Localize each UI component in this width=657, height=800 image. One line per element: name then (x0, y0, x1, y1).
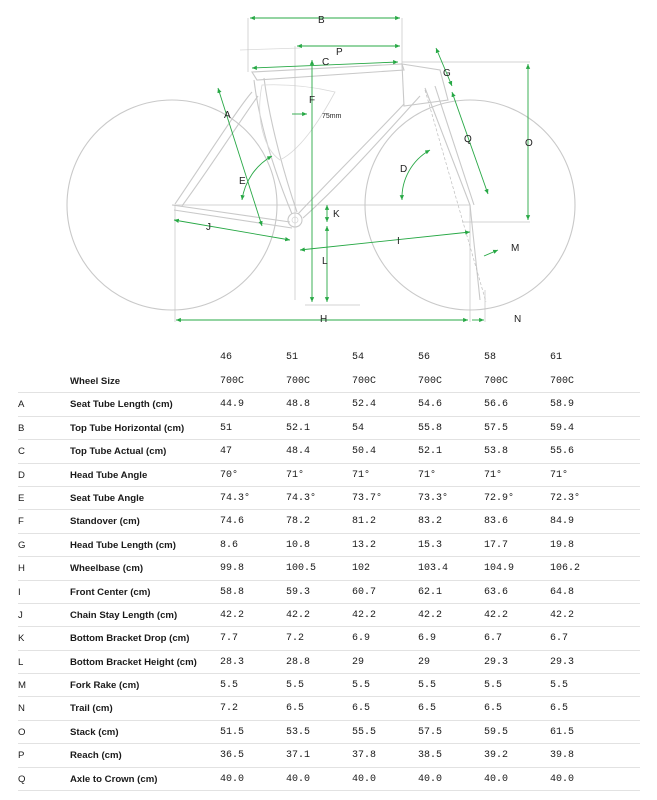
table-cell: 50.4 (352, 446, 377, 458)
table-cell: 59.4 (550, 422, 575, 434)
table-cell: 57.5 (418, 726, 443, 738)
table-cell: 5.5 (286, 680, 305, 692)
table-cell: 56.6 (484, 399, 509, 411)
row-code: D (18, 469, 25, 481)
label-c: C (322, 57, 330, 68)
table-cell: 52.1 (286, 422, 311, 434)
table-cell: 700C (418, 376, 443, 387)
table-cell: 6.5 (352, 703, 371, 715)
table-cell: 5.5 (418, 680, 437, 692)
table-cell: 72.3° (550, 492, 581, 504)
table-cell: 102 (352, 563, 371, 575)
table-cell: 7.7 (220, 633, 239, 645)
row-name: Chain Stay Length (cm) (70, 609, 178, 621)
table-cell: 42.2 (550, 609, 575, 621)
table-cell: 59.5 (484, 726, 509, 738)
table-cell: 78.2 (286, 516, 311, 528)
table-cell: 28.8 (286, 656, 311, 668)
table-cell: 72.9° (484, 492, 515, 504)
label-b: B (318, 15, 325, 26)
table-row (18, 440, 640, 463)
table-cell: 55.8 (418, 422, 443, 434)
table-cell: 40.0 (418, 773, 443, 785)
table-row (18, 581, 640, 604)
table-cell: 83.2 (418, 516, 443, 528)
label-q: Q (464, 134, 472, 145)
table-cell: 63.6 (484, 586, 509, 598)
table-header-row (18, 346, 640, 370)
row-name: Axle to Crown (cm) (70, 773, 158, 785)
table-cell: 6.9 (418, 633, 437, 645)
table-cell: 700C (352, 376, 377, 387)
table-row (18, 744, 640, 767)
table-cell: 42.2 (484, 609, 509, 621)
row-code: B (18, 422, 25, 434)
label-o: O (525, 138, 533, 149)
table-cell: 51 (220, 422, 233, 434)
table-cell: 39.8 (550, 750, 575, 762)
table-cell: 10.8 (286, 539, 311, 551)
table-cell: 104.9 (484, 563, 515, 575)
table-cell: 40.0 (484, 773, 509, 785)
table-cell: 74.3° (286, 492, 317, 504)
table-cell: 7.2 (220, 703, 239, 715)
table-cell: 37.8 (352, 750, 377, 762)
table-cell: 36.5 (220, 750, 245, 762)
size-header: 51 (286, 352, 299, 363)
table-cell: 700C (550, 376, 575, 387)
table-cell: 52.1 (418, 446, 443, 458)
table-cell: 42.2 (220, 609, 245, 621)
row-name: Bottom Bracket Height (cm) (70, 656, 197, 668)
table-row (18, 721, 640, 744)
table-cell: 106.2 (550, 563, 581, 575)
table-cell: 38.5 (418, 750, 443, 762)
table-cell: 52.4 (352, 399, 377, 411)
table-cell: 84.9 (550, 516, 575, 528)
row-name: Standover (cm) (70, 516, 140, 528)
table-cell: 29 (352, 656, 365, 668)
table-cell: 54 (352, 422, 365, 434)
table-cell: 6.5 (484, 703, 503, 715)
bike-geometry-diagram (0, 0, 657, 335)
size-header: 56 (418, 352, 431, 363)
table-cell: 40.0 (286, 773, 311, 785)
label-n: N (514, 314, 522, 325)
row-name: Wheel Size (70, 376, 121, 387)
row-code: M (18, 680, 26, 692)
table-cell: 48.4 (286, 446, 311, 458)
row-code: O (18, 726, 26, 738)
label-i: I (397, 236, 400, 247)
row-name: Front Center (cm) (70, 586, 151, 598)
annotation-75mm: 75mm (322, 113, 342, 120)
row-code: J (18, 609, 23, 621)
row-code: P (18, 750, 25, 762)
row-name: Reach (cm) (70, 750, 122, 762)
table-cell: 40.0 (220, 773, 245, 785)
table-row (18, 674, 640, 697)
table-cell: 700C (484, 376, 509, 387)
row-code: H (18, 563, 25, 575)
table-cell: 5.5 (352, 680, 371, 692)
table-cell: 44.9 (220, 399, 245, 411)
label-f: F (309, 95, 316, 106)
table-cell: 74.3° (220, 492, 251, 504)
row-code: I (18, 586, 21, 598)
table-cell: 55.6 (550, 446, 575, 458)
row-code: L (18, 656, 24, 668)
table-row (18, 651, 640, 674)
table-cell: 29.3 (550, 656, 575, 668)
size-header: 58 (484, 352, 497, 363)
row-name: Top Tube Horizontal (cm) (70, 422, 185, 434)
row-name: Seat Tube Angle (70, 492, 145, 504)
table-cell: 42.2 (418, 609, 443, 621)
table-cell: 62.1 (418, 586, 443, 598)
table-cell: 73.7° (352, 492, 383, 504)
table-cell: 42.2 (286, 609, 311, 621)
label-k: K (333, 209, 340, 220)
table-cell: 8.6 (220, 539, 239, 551)
table-cell: 19.8 (550, 539, 575, 551)
table-row (18, 627, 640, 650)
table-cell: 58.9 (550, 399, 575, 411)
table-cell: 6.9 (352, 633, 371, 645)
table-cell: 83.6 (484, 516, 509, 528)
table-cell: 6.5 (418, 703, 437, 715)
table-cell: 100.5 (286, 563, 317, 575)
row-name: Wheelbase (cm) (70, 563, 144, 575)
geometry-table (18, 346, 640, 791)
table-cell: 71° (352, 469, 371, 481)
table-cell: 64.8 (550, 586, 575, 598)
row-name: Stack (cm) (70, 726, 119, 738)
label-a: A (224, 110, 231, 121)
table-cell: 71° (550, 469, 569, 481)
row-name: Seat Tube Length (cm) (70, 399, 173, 411)
row-code: E (18, 492, 25, 504)
table-cell: 5.5 (550, 680, 569, 692)
table-cell: 57.5 (484, 422, 509, 434)
row-code: K (18, 633, 25, 645)
table-cell: 71° (484, 469, 503, 481)
table-cell: 81.2 (352, 516, 377, 528)
table-cell: 59.3 (286, 586, 311, 598)
row-name: Top Tube Actual (cm) (70, 446, 167, 458)
table-cell: 48.8 (286, 399, 311, 411)
table-cell: 47 (220, 446, 233, 458)
table-cell: 700C (220, 376, 245, 387)
table-cell: 55.5 (352, 726, 377, 738)
table-row (18, 487, 640, 510)
table-cell: 7.2 (286, 633, 305, 645)
table-cell: 70° (220, 469, 239, 481)
row-name: Trail (cm) (70, 703, 113, 715)
table-cell: 6.7 (550, 633, 569, 645)
table-cell: 71° (418, 469, 437, 481)
table-cell: 37.1 (286, 750, 311, 762)
row-code: G (18, 539, 26, 551)
table-cell: 5.5 (484, 680, 503, 692)
table-cell: 40.0 (352, 773, 377, 785)
table-row (18, 557, 640, 580)
table-cell: 28.3 (220, 656, 245, 668)
table-cell: 29 (418, 656, 431, 668)
table-cell: 17.7 (484, 539, 509, 551)
label-p: P (336, 47, 343, 58)
table-row (18, 510, 640, 533)
label-m: M (511, 243, 520, 254)
table-cell: 53.5 (286, 726, 311, 738)
table-cell: 700C (286, 376, 311, 387)
table-row (18, 604, 640, 627)
table-cell: 103.4 (418, 563, 449, 575)
row-name: Bottom Bracket Drop (cm) (70, 633, 190, 645)
table-cell: 71° (286, 469, 305, 481)
table-cell: 29.3 (484, 656, 509, 668)
label-g: G (443, 68, 451, 79)
table-cell: 15.3 (418, 539, 443, 551)
table-cell: 60.7 (352, 586, 377, 598)
row-code: A (18, 399, 25, 411)
table-cell: 39.2 (484, 750, 509, 762)
table-row (18, 417, 640, 440)
label-e: E (239, 176, 246, 187)
label-j: J (206, 222, 211, 233)
table-cell: 40.0 (550, 773, 575, 785)
table-cell: 53.8 (484, 446, 509, 458)
table-cell: 42.2 (352, 609, 377, 621)
size-header: 46 (220, 352, 233, 363)
table-cell: 61.5 (550, 726, 575, 738)
row-code: N (18, 703, 25, 715)
table-row (18, 370, 640, 393)
table-cell: 5.5 (220, 680, 239, 692)
table-cell: 6.7 (484, 633, 503, 645)
row-name: Head Tube Length (cm) (70, 539, 176, 551)
table-cell: 73.3° (418, 492, 449, 504)
table-row (18, 768, 640, 791)
row-name: Fork Rake (cm) (70, 680, 140, 692)
size-header: 61 (550, 352, 563, 363)
table-cell: 99.8 (220, 563, 245, 575)
row-name: Head Tube Angle (70, 469, 148, 481)
size-header: 54 (352, 352, 365, 363)
table-cell: 54.6 (418, 399, 443, 411)
table-row (18, 534, 640, 557)
table-cell: 51.5 (220, 726, 245, 738)
row-code: Q (18, 773, 26, 785)
table-cell: 58.8 (220, 586, 245, 598)
table-cell: 13.2 (352, 539, 377, 551)
label-l: L (322, 256, 328, 267)
table-row (18, 697, 640, 720)
table-row (18, 464, 640, 487)
label-h: H (320, 314, 328, 325)
label-d: D (400, 164, 408, 175)
table-cell: 6.5 (286, 703, 305, 715)
table-cell: 6.5 (550, 703, 569, 715)
table-row (18, 393, 640, 416)
row-code: C (18, 446, 25, 458)
row-code: F (18, 516, 24, 528)
table-cell: 74.6 (220, 516, 245, 528)
